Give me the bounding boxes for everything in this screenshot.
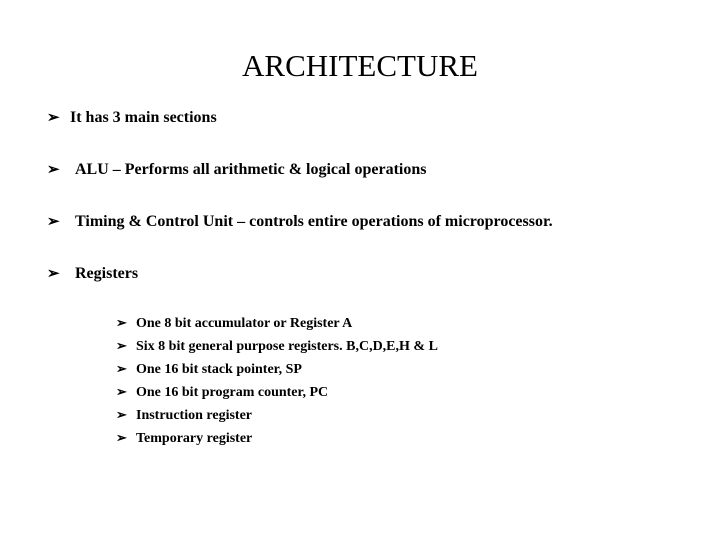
register-item-6 xyxy=(116,430,252,447)
arrow-bullet-icon: ➢ xyxy=(116,430,127,445)
register-item-3 xyxy=(116,361,302,378)
main-bullet-text: Timing & Control Unit – controls entire operations of microprocessor. xyxy=(75,213,553,230)
register-item-text: One 8 bit accumulator or Register A xyxy=(136,316,353,331)
arrow-bullet-icon: ➢ xyxy=(116,384,127,399)
slide-title: ARCHITECTURE xyxy=(242,48,478,83)
register-item-1 xyxy=(116,315,352,332)
main-bullet-text: ALU – Performs all arithmetic & logical operations xyxy=(75,161,427,178)
main-bullet-1 xyxy=(47,108,217,127)
arrow-bullet-icon: ➢ xyxy=(47,162,60,178)
register-item-5 xyxy=(116,407,252,424)
arrow-bullet-icon: ➢ xyxy=(116,361,127,376)
main-bullet-2 xyxy=(47,160,426,179)
register-item-4 xyxy=(116,384,328,401)
register-item-text: One 16 bit stack pointer, SP xyxy=(136,362,302,377)
arrow-bullet-icon: ➢ xyxy=(47,266,60,282)
arrow-bullet-icon: ➢ xyxy=(47,214,60,230)
register-item-text: One 16 bit program counter, PC xyxy=(136,385,329,400)
register-item-text: Temporary register xyxy=(136,431,253,446)
main-bullet-4 xyxy=(47,264,138,283)
arrow-bullet-icon: ➢ xyxy=(116,407,127,422)
arrow-bullet-icon: ➢ xyxy=(116,315,127,330)
main-bullet-3 xyxy=(47,212,553,231)
main-bullet-text: Registers xyxy=(75,265,139,282)
arrow-bullet-icon: ➢ xyxy=(47,110,60,126)
register-item-text: Six 8 bit general purpose registers. B,C,D,E,H & L xyxy=(136,339,438,354)
register-item-text: Instruction register xyxy=(136,408,252,423)
main-bullet-text: It has 3 main sections xyxy=(70,109,217,126)
arrow-bullet-icon: ➢ xyxy=(116,338,127,353)
register-item-2 xyxy=(116,338,438,355)
